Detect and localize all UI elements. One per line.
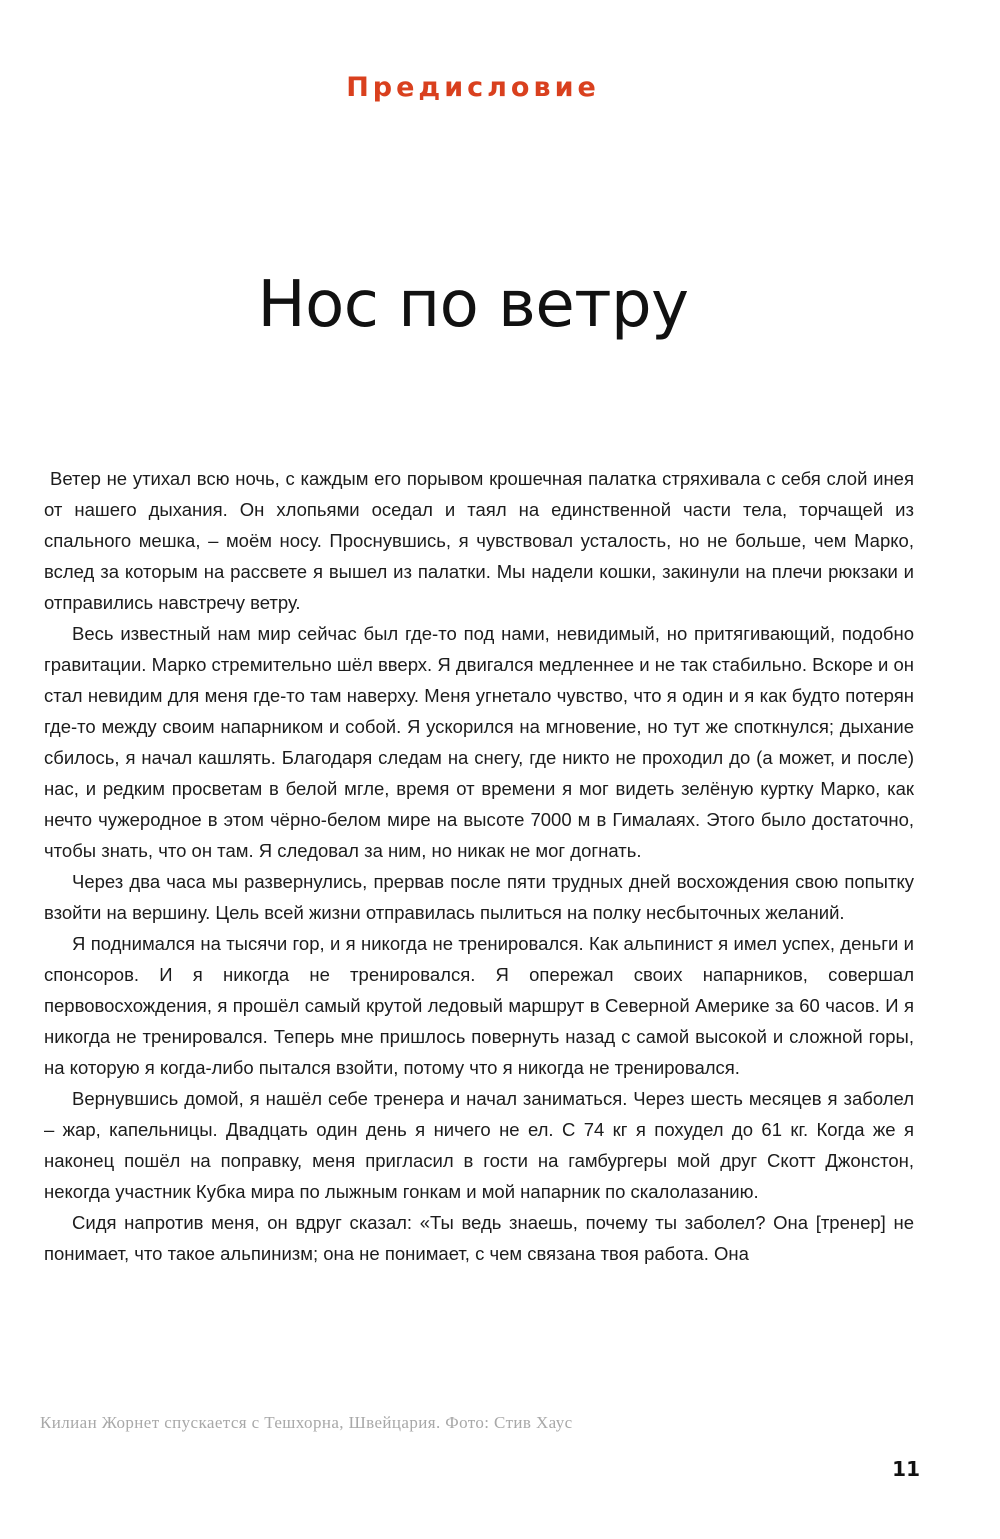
paragraph: Через два часа мы развернулись, прервав после пяти трудных дней восхождения свою попытку взойти на вершину. Цель всей жизни отправилась пылиться на полку несбыточных желаний. bbox=[44, 871, 914, 923]
paragraph: Вернувшись домой, я нашёл себе тренера и начал заниматься. Через шесть месяцев я заболел – жар, капельницы. Двадцать один день я ничего не ел. С 74 кг я похудел до 61 кг. Когда же я наконец пошёл на поправку, меня пригласил в гости на гамбургеры мой друг Скотт Джонстон, некогда участник Кубка мира по лыжным гонкам и мой напарник по скалолазанию. bbox=[44, 1088, 914, 1202]
section-label: Предисловие bbox=[346, 72, 600, 103]
paragraph: Ветер не утихал всю ночь, с каждым его порывом крошечная палатка стряхивала с себя слой инея от нашего дыхания. Он хлопьями оседал и таял на единственной части тела, торчащей из спального мешка, – моём носу. Проснувшись, я чувствовал усталость, но не больше, чем Марко, вслед за которым на рассвете я вышел из палатки. Мы надели кошки, закинули на плечи рюкзаки и отправились навстречу ветру. bbox=[44, 468, 914, 613]
paragraph: Весь известный нам мир сейчас был где-то под нами, невидимый, но притягивающий, подобно гравитации. Марко стремительно шёл вверх. Я двигался медленнее и не так стабильно. Вскоре и он стал невидим для меня где-то там наверху. Меня угнетало чувство, что я один и я как будто потерян где-то между своим напарником и собой. Я ускорился на мгновение, но тут же споткнулся; дыхание сбилось, я начал кашлять. Благодаря следам на снегу, где никто не проходил до (а может, и после) нас, и редким просветам в белой мгле, время от времени я мог видеть зелёную куртку Марко, как нечто чужеродное в этом чёрно-белом мире на высоте 7000 м в Гималаях. Этого было достаточно, чтобы знать, что он там. Я следовал за ним, но никак не мог догнать. bbox=[44, 623, 914, 861]
body-text bbox=[44, 463, 914, 1269]
chapter-title: Нос по ветру bbox=[257, 268, 689, 342]
photo-caption: Килиан Жорнет спускается с Тешхорна, Швейцария. Фото: Стив Хаус bbox=[40, 1413, 573, 1432]
page-number: 11 bbox=[892, 1457, 920, 1481]
paragraph: Сидя напротив меня, он вдруг сказал: «Ты ведь знаешь, почему ты заболел? Она [тренер] не понимает, что такое альпинизм; она не понимает, с чем связана твоя работа. Она bbox=[44, 1212, 914, 1264]
paragraph: Я поднимался на тысячи гор, и я никогда не тренировался. Как альпинист я имел успех, деньги и спонсоров. И я никогда не тренировался. Я опережал своих напарников, совершал первовосхождения, я прошёл самый крутой ледовый маршрут в Северной Америке за 60 часов. И я никогда не тренировался. Теперь мне пришлось повернуть назад с самой высокой и сложной горы, на которую я когда-либо пытался взойти, потому что я никогда не тренировался. bbox=[44, 933, 914, 1078]
